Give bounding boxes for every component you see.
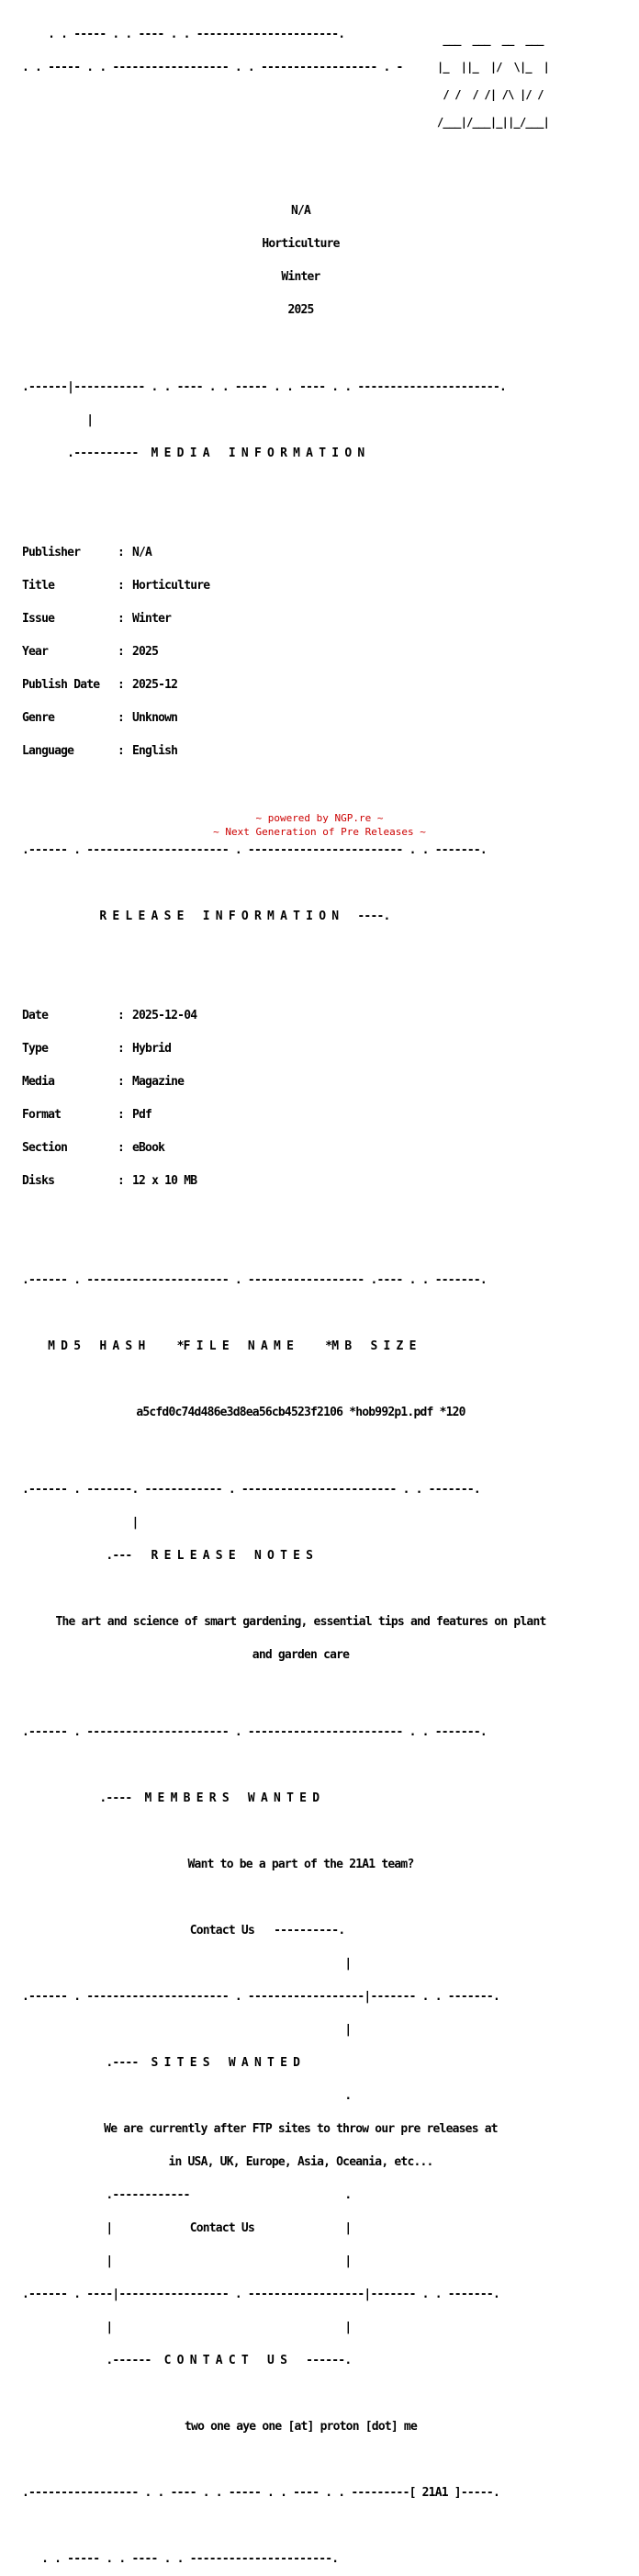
section-heading-hash: M D 5 H A S H *F I L E N A M E *M B S I Z E [22,1339,416,1353]
release-info-row: Type : Hybrid [22,1042,172,1056]
release-publisher: N/A [290,204,311,218]
contact-text: two one aye one [at] proton [dot] me [185,2420,417,2434]
logo-art-line: / / / /| /\ |/ / [437,88,555,101]
media-info-list [22,525,579,779]
logo-art-line: |_ ||_ |/ \|_ | [437,61,550,73]
release-issue: Winter [281,270,320,284]
trailer-art: . . ----- . . ---- . . ----------------------. [22,2552,339,2566]
media-info-row: Publish Date : 2025-12 [22,678,178,692]
divider-rule: .------ . ---------------------- . ------------------|------- . . -------. [22,1990,499,2004]
header-art-line: . . ----- . . ------------------ . . ------------------ . - [22,61,403,74]
release-notes-line: and garden care [252,1648,350,1662]
contact-us-label: Contact Us ----------. [189,1924,345,1938]
members-text: Want to be a part of the 21A1 team? [187,1858,414,1871]
nfo-document: . . ----- . . ---- . . ----------------------. . . ----- . . ------------------ . . ------------------ . - ___ ___ __ ___ |_ ||_ |/ \|_ | / / / /| /\ |/ / /___|/___|_||_/___| N/A Horticulture Winter 2025 .------|----------- . . ---- . . ----- . . ---- . . ----------------------. | .---------- M E D I A I N F O R M A T I O N Publisher : N/A Title : Horticulture Issue : Winter Year : 2025 Publish Date : 2025-12 Genre : Unknown Language : English .------ . ---------------------- . ------------------------ . . -------. R E L E A S E I N F O R M A T I O N ----. Date : 2025-12-04 Type : Hybrid Media : Magazine Format : Pdf Section : eBook Disks : 12 x 10 MB .------ . ---------------------- . ------------------ .---- . . -------. M D 5 H A S H *F I L E N A M E *M B S I Z E a5cfd0c74d486e3d8ea56cb4523f2106 *hob992p1.pdf *120 .------ . -------. ------------ . ------------------------ . . -------. | .--- R E L E A S E N O T E S The art and science of smart gardening, essential tips and features on plant and garden care .------ . ---------------------- . ------------------------ . . -------. .---- M E M B E R S W A N T E D Want to be a part of the 21A1 team? Contact Us ----------. | .------ . ---------------------- . ------------------|------- . . -------. | .---- S I T E S W A N T E D . We are currently after FTP sites to throw our pre releases at in USA, UK, Europe, Asia, Oceania, etc... .------------ . | Contact Us | | | .------ . ----|----------------- . ------------------|------- . . -------. | | .------ C O N T A C T U S ------. two one aye one [at] proton [dot] me .----------------- . . ---- . . ----- . . ---- . . ---------[ 21A1 ]-----. . . ----- . . ---- . . ----------------------. [22,7,579,2576]
section-heading-members: .---- M E M B E R S W A N T E D [22,1791,320,1805]
release-info-row: Date : 2025-12-04 [22,1009,197,1022]
media-info-row: Publisher : N/A [22,546,152,559]
release-info-row: Disks : 12 x 10 MB [22,1174,197,1188]
section-heading-media: .---------- M E D I A I N F O R M A T I O N [22,446,364,460]
hash-file-line: a5cfd0c74d486e3d8ea56cb4523f2106 *hob992p1.pdf *120 [136,1406,465,1419]
media-info-row: Issue : Winter [22,612,172,626]
release-info-row: Media : Magazine [22,1075,185,1089]
media-info-row: Language : English [22,744,178,758]
header-art-line: . . ----- . . ---- . . ----------------------. [22,28,345,41]
release-title: Horticulture [262,237,340,251]
contact-us-label: | Contact Us | [22,2221,352,2235]
divider-rule: | [22,413,94,427]
divider-rule: .------|----------- . . ---- . . ----- . . ---- . . ----------------------. [22,380,507,394]
release-info-list [22,989,579,1209]
footer [0,811,639,839]
sites-text-line: We are currently after FTP sites to throw our pre releases at [104,2122,498,2136]
media-info-row: Title : Horticulture [22,579,210,593]
divider-rule: .----------------- . . ---- . . ----- . . ---- . . ---------[ 21A1 ]-----. [22,2486,499,2500]
divider-rule: .------ . ---------------------- . ------------------ .---- . . -------. [22,1273,487,1287]
sites-text-line: in USA, UK, Europe, Asia, Oceania, etc... [168,2155,433,2169]
release-info-row: Section : eBook [22,1141,165,1155]
logo-art-line: ___ ___ __ ___ [437,33,550,46]
divider-rule: .------ . ----|----------------- . ------------------|------- . . -------. [22,2288,499,2301]
divider-rule: .------ . ---------------------- . ------------------------ . . -------. [22,843,487,857]
logo-art-line: /___|/___|_||_/___| [437,116,555,129]
group-logo [437,17,555,145]
footer-tagline: ~ Next Generation of Pre Releases ~ [213,826,426,838]
section-heading-release: R E L E A S E I N F O R M A T I O N ----. [22,910,390,923]
media-info-row: Year : 2025 [22,645,159,659]
section-heading-sites: .---- S I T E S W A N T E D [22,2056,300,2070]
release-info-row: Format : Pdf [22,1108,152,1122]
section-heading-notes: .--- R E L E A S E N O T E S [22,1549,313,1563]
divider-rule: .------ . ---------------------- . ------------------------ . . -------. [22,1725,487,1739]
footer-powered-by: ~ powered by NGP.re ~ [255,812,384,824]
release-year: 2025 [287,303,314,317]
release-notes-line: The art and science of smart gardening, essential tips and features on plant [55,1615,546,1629]
divider-rule: .------ . -------. ------------ . ------------------------ . . -------. [22,1483,480,1497]
section-heading-contact: .------ C O N T A C T U S ------. [22,2354,352,2367]
divider-rule: | [22,1516,139,1530]
media-info-row: Genre : Unknown [22,711,178,725]
